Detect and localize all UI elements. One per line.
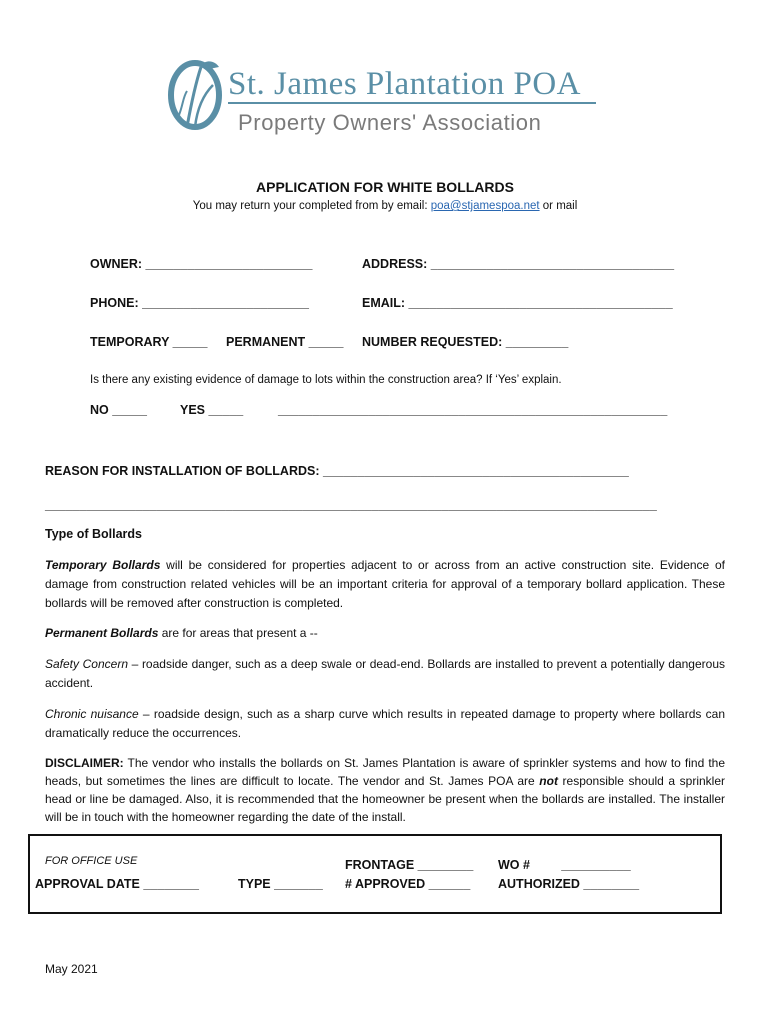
- return-instructions: You may return your completed from by email: poa@stjamespoa.net or mail: [192, 200, 578, 212]
- email-field[interactable]: EMAIL: ______________________________________: [362, 296, 673, 310]
- work-order-field[interactable]: WO # __________: [498, 858, 631, 872]
- office-use-heading: FOR OFFICE USE: [45, 855, 138, 867]
- frontage-field[interactable]: FRONTAGE ________: [345, 858, 474, 872]
- logo-wordmark: St. James Plantation POA: [228, 66, 582, 102]
- chronic-nuisance-paragraph: Chronic nuisance – roadside design, such as a sharp curve which results in repeated damage to property where bollards can dramatically reduce the occurrences.: [45, 707, 726, 740]
- reason-field[interactable]: REASON FOR INSTALLATION OF BOLLARDS: ____________________________________________: [45, 464, 629, 478]
- types-heading: Type of Bollards: [45, 527, 143, 541]
- type-field[interactable]: TYPE _______: [238, 877, 323, 891]
- no-field[interactable]: NO _____: [90, 403, 147, 417]
- email-link[interactable]: poa@stjamespoa.net: [430, 200, 540, 212]
- permanent-bollards-paragraph: Permanent Bollards are for areas that present a --: [45, 626, 318, 640]
- number-requested-field[interactable]: NUMBER REQUESTED: _________: [362, 335, 569, 349]
- office-use-box: [28, 834, 722, 914]
- logo-divider: [228, 102, 596, 104]
- permanent-field[interactable]: PERMANENT _____: [226, 335, 344, 349]
- phone-field[interactable]: PHONE: ________________________: [90, 296, 309, 310]
- temporary-bollards-paragraph: Temporary Bollards will be considered for properties adjacent to or across from an active construction site. Evidence of damage from construction related vehicles will be an important criteria for approval of a temporary bollard application. These bollards will be removed after construction is completed.: [45, 558, 726, 610]
- approval-date-field[interactable]: APPROVAL DATE ________: [35, 877, 199, 891]
- damage-question: Is there any existing evidence of damage to lots within the construction area? If ‘Yes’ explain.: [90, 374, 562, 386]
- revision-date: May 2021: [45, 962, 98, 976]
- yes-field[interactable]: YES _____: [180, 403, 244, 417]
- explain-field[interactable]: ________________________________________________________: [278, 403, 668, 417]
- temporary-field[interactable]: TEMPORARY _____: [90, 335, 208, 349]
- owner-field[interactable]: OWNER: ________________________: [90, 257, 313, 271]
- authorized-field[interactable]: AUTHORIZED ________: [498, 877, 640, 891]
- logo-subtitle: Property Owners' Association: [238, 110, 542, 135]
- approved-count-field[interactable]: # APPROVED ______: [345, 877, 471, 891]
- safety-concern-paragraph: Safety Concern – roadside danger, such as a deep swale or dead-end. Bollards are installed to prevent a potentially dangerous accident.: [45, 657, 725, 690]
- disclaimer-paragraph: DISCLAIMER: The vendor who installs the bollards on St. James Plantation is aware of sprinkler systems and how to find the heads, but sometimes the lines are difficult to locate. The vendor and St. James POA are not responsible should a sprinkler head or line be damaged. Also, it is recommended that the homeowner be present when the bollards are installed. The installer will be in touch with the homeowner regarding the date of the install.: [45, 756, 725, 824]
- address-field[interactable]: ADDRESS: ___________________________________: [362, 257, 675, 271]
- page-title: APPLICATION FOR WHITE BOLLARDS: [256, 179, 514, 195]
- reason-line-2[interactable]: ________________________________________________________________________________________: [45, 498, 657, 512]
